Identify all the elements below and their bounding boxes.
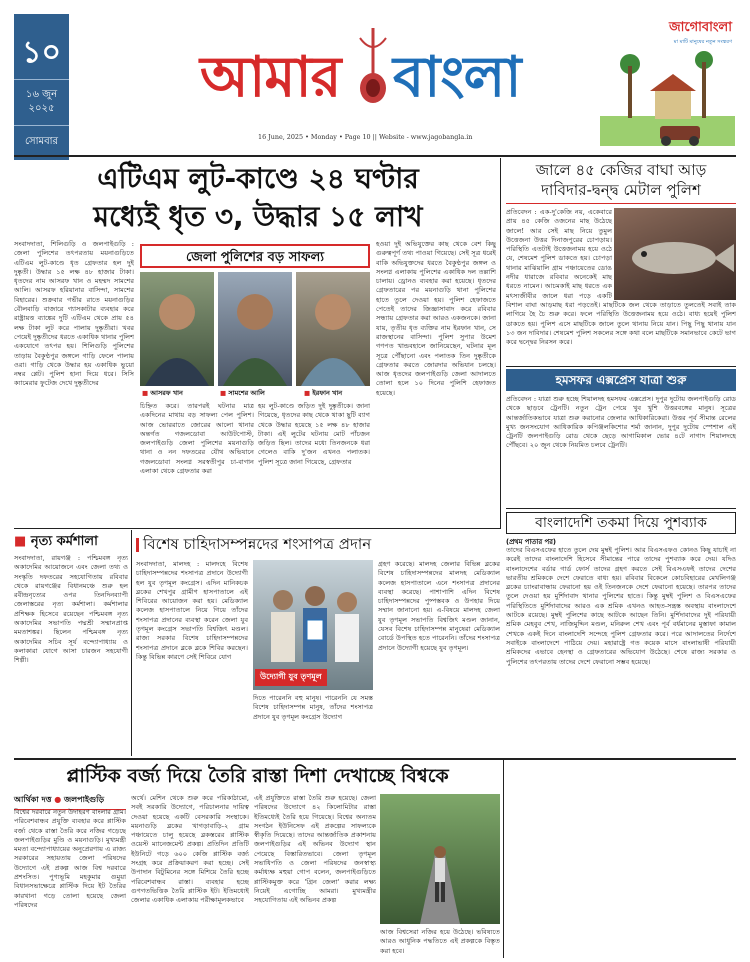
- nritya-headline: ■ নৃত্য কর্মশালা: [14, 534, 98, 549]
- photo-caption-3: ■ ইরফান খান: [304, 389, 343, 397]
- byline-place: জলপাইগুড়ি: [64, 795, 105, 804]
- nritya-body: সংবাদদাতা, রায়গঞ্জ : পশ্চিমবঙ্গ নৃত্য অকাদেমির আয়োজনে এবং জেলা তথ্য ও সংস্কৃতি দফতরের সহযোগিতায় রবিবার থেকে রায়গঞ্জের বিধানমঞ্চে শুরু হল রবীন্দ্রনৃত্যের ওপর তিনদিনব্যাপী জেলাস্তরের নৃত্য কর্মশালা। কর্মশালার প্রশিক্ষক হিসেবে রয়েছেন পশ্চিমবঙ্গ নৃত্য অকাদেমির সভাপতি পদ্মশ্রী সম্মানপ্রাপ্ত মমতাশঙ্কর। ছিলেন পশ্চিমবঙ্গ নৃত্য অকাদেমির সচিব সূর্য বন্দ্যোপাধ্যায় ও কলাকারা যোগে আসা চারজন সহযোগী শিল্পী।: [14, 554, 128, 665]
- caption-text: সামশের আলি: [228, 389, 265, 397]
- ektara-icon: [352, 28, 394, 108]
- section-rule: [14, 528, 501, 529]
- lead-headline: [18, 160, 498, 236]
- section-rule: [506, 508, 736, 509]
- nritya-headline-text: নৃত্য কর্মশালা: [30, 534, 98, 549]
- accent-bar: [136, 538, 139, 552]
- plastic-headline: প্লাস্টিক বর্জ্য দিয়ে তৈরি রাস্তা দিশা দেখাচ্ছে বিশ্বকে: [66, 765, 449, 787]
- photo-accused2: [218, 272, 292, 386]
- lead-headline-line1: এটিএম লুট-কাণ্ডে ২৪ ঘণ্টার: [97, 162, 419, 195]
- weekday-label: সোমবার: [24, 136, 59, 147]
- date-line1: ১৬ জুন: [25, 89, 58, 100]
- person-icon: [218, 272, 292, 386]
- caption-text: আসরফ খান: [150, 389, 183, 397]
- brand-block: [620, 18, 732, 47]
- person-icon: [140, 272, 214, 386]
- photo-accused1: [140, 272, 214, 386]
- plastic-col3: এই প্রযুক্তিতে রাস্তা তৈরি শুরু হয়েছে। জেলা পরিষদের উদ্যোগে ৪২ কিলোমিটার রাস্তা ইতিমধ্যেই তৈরি হয়ে গিয়েছে। বিশ্বের অন্যতম সংগঠন ইউনিসেফ এই প্রকল্পের সাফল্যকে স্বীকৃতি দিয়েছে। তাদের আন্তর্জাতিক প্রকাশনায় জলপাইগুড়ির এই অভিনব উদ্যোগ স্থান পেয়েছে বিস্তারিতভাবে। জেলা তৃণমূল সভাধিপতি ও জেলা পরিষদের জনস্বাস্থ্য কর্মাধ্যক্ষ মহুয়া গোপ বলেন, জলপাইগুড়িতে প্লাস্টিকমুক্ত করে 'গ্রিন জেলা' করার লক্ষ্য নিয়েই এগোচ্ছি আমরা। মুখ্যমন্ত্রীর সহযোগিতায় এই অভিনব প্রকল্প: [254, 794, 376, 905]
- express-body: প্রতিবেদন : যাত্রা শুরু হচ্ছে শিয়ালদহ হমসফর এক্সপ্রেস। দুপুর দুটোয় জলপাইগুড়ি রোড থেকে ছাড়বে ট্রেনটি। নতুন ট্রেন পেয়ে খুব খুশি উত্তরবঙ্গের মানুষ। সূত্রের আন্তর্জাতিকভাবে যাত্রা শুরু করানোর জেলার আধিকারিকেরা। উত্তর পূর্ব সীমান্ত রেলের মুখ্য জনসংযোগ আধিকারিক কপিঞ্জলকিশোর শর্মা জানান, দুপুর দুটোয় স্পেশাল এই ট্রেনটি জলপাইগুড়ি রোড থেকে ছেড়ে আগামিকাল ভোর ৪টে নাগাদ শিয়ালদহে পৌঁছবে। ২০ জুন থেকে নিয়মিত চলবে ট্রেনটি।: [506, 395, 736, 450]
- plastic-col4: আজ বিশ্বসেরা নজির হয়ে উঠেছে। ভবিষ্যতে আরও আধুনিক পদ্ধতিতে এই প্রকল্পকে বিস্তৃত করা হবে।: [380, 928, 500, 955]
- fish-rule: [506, 203, 736, 204]
- photo-accused3: [296, 272, 370, 386]
- byline-name: আর্থিকা দত্ত: [14, 795, 52, 804]
- plastic-road-photo: [380, 794, 500, 924]
- masthead-logo: [200, 28, 540, 108]
- brand-tagline: মা মাটি মানুষের নতুন সংস্করণ: [673, 39, 732, 45]
- page-number: ১০: [14, 14, 69, 80]
- photo-caption-2: ■ সামশের আলি: [220, 389, 265, 397]
- certificate-col2: দিতে পারেননি বহু মানুষ। পারেননি যে সমস্ত বিশেষ চাহিদাসম্পন্ন মানুষ, তাঁদের শংসাপত্র প্রদানে যুব তৃণমূল কংগ্রেস উদ্যোগ: [253, 694, 373, 721]
- date-line2: ২০২৫: [28, 103, 55, 114]
- fish-headline: [506, 160, 736, 200]
- express-headline: হমসফর এক্সপ্রেস যাত্রা শুরু: [506, 369, 736, 391]
- lead-headline-line2: মধ্যেই ধৃত ৩, উদ্ধার ১৫ লাখ: [93, 200, 423, 233]
- photo-float-space: [612, 208, 736, 300]
- date-block: [14, 14, 69, 160]
- certificate-col1: সংবাদদাতা, মালদহ : মালদহে বিশেষ চাহিদাসম্পন্নদের শংসাপত্র প্রদানে উদ্যোগী হল যুব তৃণমূল কংগ্রেস। এদিন মানিকচক ব্লকের শেখপুর গ্রামীণ হাসপাতালে এই শিবিরের আয়োজন করা হয়। মেডিক্যাল কলেজ হাসপাতালে নিয়ে গিয়ে তাঁদের শংসাপত্র প্রদানের ব্যবস্থা করেন জেলা যুব তৃণমূল কংগ্রেস সভাপতি বিশ্বজিৎ মণ্ডল। রাজ্য সরকার বিশেষ চাহিদাসম্পন্নদের শংসাপত্র প্রদানে ব্লকে ব্লকে শিবির করছেন। কিন্তু বিভিন্ন কারণে সেই শিবিরে যোগ: [136, 560, 248, 661]
- fish-body-text: প্রতিবেদন : এক-দু'কেজি নয়, একেবারে প্রায় ৪৫ কেজি ওজনের মাছ উঠেছে জালে! আর সেই মাছ নিয়ে তুমুল উত্তেজনা উত্তর দিনাজপুরের চোপড়ায়। পরিস্থিতি এতটাই উত্তেজনাময় হয়ে ওঠে যে, শেষমেশ পুলিশ ডাকতে হয়। চোপড়া থানার মাঝিয়ালি গ্রাম পঞ্চায়েতের ডোঙ নদীর ধারাজে রবিবার অনেকেই মাছ ধরতে নামেন। আচমকাই মাছ ধরতে এক মৎস্যজীবীর জালে ধরা পড়ে একটি বিশাল বাঘা আড়মাছ ধরা পড়তেই। মাছটিকে জল থেকে তাড়াতে তুলতেই সবাই তাক লাগিয়ে হৈ চৈ শুরু করে। ফলে পরিস্থিতি উত্তেজনাময় হয়ে ওঠে। বাধ্য হয়েই পুলিশ ডাকতে হয়। পুলিশ এসে মাছটিকে জালে তুলে থানায় নিয়ে যান। পিছু পিছু থানায় যান ১৩ জন দাবিদার। শেষমেশ পুলিশ সকলের সঙ্গে কথা বলে মাছটিকে সমানভাবে কেটে ভাগ করে দ্বন্দ্বের নিরসন করে।: [506, 208, 736, 347]
- certificate-headline-text: বিশেষ চাহিদাসম্পন্নদের শংসাপত্র প্রদান: [143, 535, 372, 553]
- photo-caption-1: ■ আসরফ খান: [142, 389, 183, 397]
- road-skater-icon: [380, 794, 500, 924]
- dateline: 16 June, 2025 • Monday • Page 10 || Website - www.jagobangla.in: [258, 133, 473, 141]
- caption-text: ইরফান খান: [312, 389, 343, 397]
- certificate-photo: [253, 560, 373, 690]
- section-rule: [14, 758, 736, 760]
- plastic-byline: আর্থিকা দত্ত ● জলপাইগুড়ি: [14, 794, 126, 810]
- lead-kicker: জেলা পুলিশের বড় সাফল্য: [140, 244, 370, 268]
- pushback-body-top: [506, 546, 736, 756]
- section-rule: [506, 366, 736, 367]
- lead-col1: সংবাদদাতা, শিলিগুড়ি ও জলপাইগুড়ি : জেলা পুলিশের তৎপরতায় ময়নাগুড়িতে এটিএম লুট-কাণ্ডে ধৃত গ্রেফতার হল দুই দুষ্কৃতী। উদ্ধার ১৫ লক্ষ ৪৮ হাজার টাকা। ধৃতদের নাম আসরফ খান ও মহম্মদ সামশের আলি। আসরফ হরিয়ানার বাসিন্দা, সামশের বিহারের। শুক্রবার গভীর রাতে ময়নাগুড়ির বৌলবাড়ি বাজারে গ্যাসকাটার ব্যবহার করে রাষ্ট্রায়ত্ত ব্যাঙ্কের দুটি এটিএম থেকে প্রায় ৫৪ লক্ষ টাকা লুট করে পালায় দুষ্কৃতীরা। খবর পেয়েই দুষ্কৃতীদের ধরতে একাধিক থানার পুলিশ একযোগে তৎপর হয়। শিলিগুড়ি পুলিশের তাড়ায় বৈকুণ্ঠপুর জঙ্গলে গাড়ি ফেলে পালায় ওরা। গাড়ি থেকে উদ্ধার হয় একাধিক ভুয়ো নম্বর প্লেট। পুলিশ হানা দিয়ে ধরে। সিসি ক্যামেরার ফুটেজ দেখে দুষ্কৃতীদের: [14, 240, 134, 388]
- logo-part1: আমার: [200, 45, 341, 110]
- lead-col4: হওয়া দুই অভিযুক্তের কাছ থেকে বেশ কিছু গুরুত্বপূর্ণ তথ্য পাওয়া গিয়েছে। সেই সূত্র ধরেই বাকি অভিযুক্তদের ধরতে বৈকুণ্ঠপুর জঙ্গল ও সংলগ্ন এলাকায় পুলিশের একাধিক দল তল্লাশি চালায়। ড্রোনও ব্যবহার করা হয়েছে। ধৃতদের গ্রেফতারের পর ময়নাগুড়ি থানা পুলিশের হাতে তুলে দেওয়া হয়। পুলিশ হেফাজতে পেতেই তাদের জিজ্ঞাসাবাদ করে রবিবার সন্ধ্যায় গ্রেফতার করা আরও একজনকে। জানা যায়, তৃতীয় ধৃত ব্যক্তির নাম ইরফান খান, সে রাজস্থানের বাসিন্দা। পুলিশ সুপার উমেশ গণপত খান্ডবহালে জানিয়েছেন, ঘটনার মূল সূত্রে পৌঁছানো এবং পলাতক তিন দুষ্কৃতীকে গ্রেফতার করতে জোরদার অভিযান চলছে। আজ ধৃতদের জলপাইগুড়ি জেলা আদালতে তোলা হলে ১০ দিনের পুলিশি হেফাজত হয়েছে।: [376, 240, 496, 397]
- plastic-col2: অর্থে। মেশিন থেকে শুরু করে পরিকাঠামো, সবই সরকারি উদ্যোগে, পরিচালনার দায়িত্ব দেওয়া হয়েছে একটি বেসরকারি সংস্থাকে। ময়নাগুড়ি ব্লকের খাগড়াবাড়ি-২ গ্রাম পঞ্চায়েতে চালু হয়েছে ব্লকস্তরের প্লাস্টিক ওয়েস্ট ম্যানেজমেন্ট প্রকল্প। প্রতিদিন প্রতিটি ইউনিটে গড়ে ৬০০ কেজি প্লাস্টিক বর্জ্য সংগ্রহ করে প্রক্রিয়াকরণ করা হচ্ছে। সেই উপাদান বিটুমিনের সঙ্গে মিশিয়ে তৈরি হচ্ছে পরিবেশবান্ধব রাস্তা। ব্যবহার হচ্ছে গুণগতভিত্তিক তৈরি প্লাস্টিক ইট। ইতিমধ্যেই জেলার একাধিক এলাকায় পরীক্ষামূলকভাবে: [131, 794, 249, 905]
- column-divider: [500, 158, 501, 528]
- fish-headline-line1: জালে ৪৫ কেজির বাঘা আড়: [535, 161, 707, 179]
- lead-col2: চিহ্নিত করে। তারপরই ঘটনার মাত্র একদিনের মাথায় বড় সাফল্য পেল পুলিশ। আজ ভোররাতে জোরের আলো থানার অন্তর্গত গজলডোবা আউটপোস্ট, জলপাইগুড়ি জেলা পুলিশের ময়নাগুড়ি থানা ও নন দফতরের যৌথ অভিযানে গজলডোবা সংলগ্ন সরস্বতীপুর চা-বাগান এলাকা থেকে গ্রেফতার করা: [140, 402, 254, 476]
- fish-headline-line2: দাবিদার-দ্বন্দ্ব মেটাল পুলিশ: [541, 181, 701, 199]
- column-divider: [131, 530, 132, 756]
- masthead-rule: [14, 155, 736, 157]
- certificate-headline: [136, 533, 500, 555]
- pushback-headline: বাংলাদেশি তকমা দিয়ে পুশব্যাক: [506, 512, 736, 534]
- date-label: [14, 80, 69, 126]
- certificate-col3: গ্রহণ করেছে। মালদহ জেলার বিভিন্ন ব্লকের বিশেষ চাহিদাসম্পন্নদের মালদহ মেডিক্যাল কলেজ হাসপাতালে এনে শংসাপত্র প্রদানের ব্যবস্থা করেছে। পাশাপাশি এদিন বিশেষ চাহিদাসম্পন্নদের পুষ্পস্তবক ও উপহার দিয়ে সম্মান জানানো হয়। এ-বিষয়ে মালদহ জেলা যুব তৃণমূল সভাপতি বিশ্বজিৎ মণ্ডল জানান, যেসব বিশেষ চাহিদাসম্পন্ন মানুষেরা মেডিক্যাল বোর্ডে উপস্থিত হতে পারেননি। তাঁদের শংসাপত্র প্রদানে উদ্যোগী হয়েছে যুব তৃণমূল।: [378, 560, 500, 652]
- person-icon: [296, 272, 370, 386]
- plastic-col1: বিশ্বের দরবারে নতুন উদাহরণ বাংলার গ্রাম। পরিবেশবান্ধব প্রযুক্তি ব্যবহার করে প্লাস্টিক বর্জ্য থেকে রাস্তা তৈরি করে নজির গড়েছে জলপাইগুড়ির মুণ্ডি ও ময়নাগুড়ি। মুখ্যমন্ত্রী মমতা বন্দ্যোপাধ্যায়ের অনুপ্রেরণায় এ রাজ্য সরকারের সহায়তায় জেলা পরিষদের উদ্যোগে এই প্রকল্প আজ বিশ্ব দরবারে প্রশংসিত। পুণ্যভূমি মহকুমার গুমুয়া বিধানসভাক্ষেত্রে প্লাস্টিক দিয়ে ইট তৈরির কারখানা গড়ে তোলা হয়েছে জেলা পরিষদের: [14, 808, 126, 909]
- pushback-continuation: (প্রথম পাতার পর): [506, 538, 556, 546]
- rural-scene-illustration: [600, 46, 735, 146]
- lead-photos: [140, 272, 370, 398]
- pushback-body-text: তাদের বিএসএফের হাতে তুলে দেয় মুম্বই পুলিশ। আর বিএসএফও কোনও কিছু যাচাই না করেই তাদের বাংলাদেশি হিসেবে সীমান্তের পারে তাদের পুশব্যাক করে দেয়। যদিও বাংলাদেশের বর্ডার গার্ড ফোর্স তাদের গ্রহণ করতে সেই বিএসএফই তাদের দেশের ভারতীয় শ্রমিককে দেশে ফেরাতে বাধ্য হয়। রবিবার বিকেলে কোচবিহারের মেখলিগঞ্জ ব্লকের চ্যাংরাবান্ধায় ফেরানো হয় ওই তিনজনকে দেশে ফেরানো হয়েছে। তারপর তাদের তুলে দেওয়া হয় মুর্শিদাবাদ থানার পুলিশের হাতে। কিন্তু মুম্বই পুলিশ ও বিএসএফের পরিস্থিতিতে মুর্শিদাবাদের আরও এক শ্রমিক এখনও আহত-সন্ত্রস্ত অবস্থায় বাংলাদেশে আটকে রয়েছে। মুম্বই পুলিশের কাছে আটকে আছেন তিনি। মুর্শিদাবাদের দুই পরিযায়ী শ্রমিক মেহবুব শেখ, নাজিমুদ্দিন মণ্ডল, মনিরুল শেখ এবং পূর্ব বর্ধমানের মুস্তাফা কামাল শেখকে একই দিনে বাংলাদেশি সন্দেহে পুলিশ গ্রেফতার করে। পরে আদালতের নির্দেশে সবাইকে বাংলাদেশে পাঠিয়ে দেয়। মহারাষ্ট্রে গত কয়েক মাসে বাংলাভাষী পরিযায়ী শ্রমিকদের এভাবে হেনস্থা ও গ্রেফতারের অভিযোগ উঠেছে। শেষে রাজ্য সরকার ও পুলিশের তৎপরতায় তাদের দেশে ফেরানো সম্ভব হয়েছে।: [506, 546, 736, 666]
- column-divider: [503, 760, 504, 958]
- certificate-photo-label: উদ্যোগী যুব তৃণমূল: [255, 669, 327, 686]
- brand-name: জাগোবাংলা: [669, 20, 732, 35]
- fish-body: [506, 208, 736, 362]
- lead-col3: হয় লুট-কাণ্ডে জড়িত দুই দুষ্কৃতীকে। জানা গিয়েছে, ধৃতদের কাছ থেকে থাকা ছুটি ব্যাগ থেকে উদ্ধার হয়েছে ১৫ লক্ষ ৪৮ হাজার টাকা। এই লুটের ঘটনায় মোট পাঁচজন জড়িত ছিল। তাদের মধ্যে তিনজনকে ধরা গেলেও বাকি দু'জন এখনও পলাতক। পুলিশ সূত্রে জানা গিয়েছে, গ্রেফতার: [258, 402, 370, 466]
- logo-part2: বাংলা: [393, 45, 521, 110]
